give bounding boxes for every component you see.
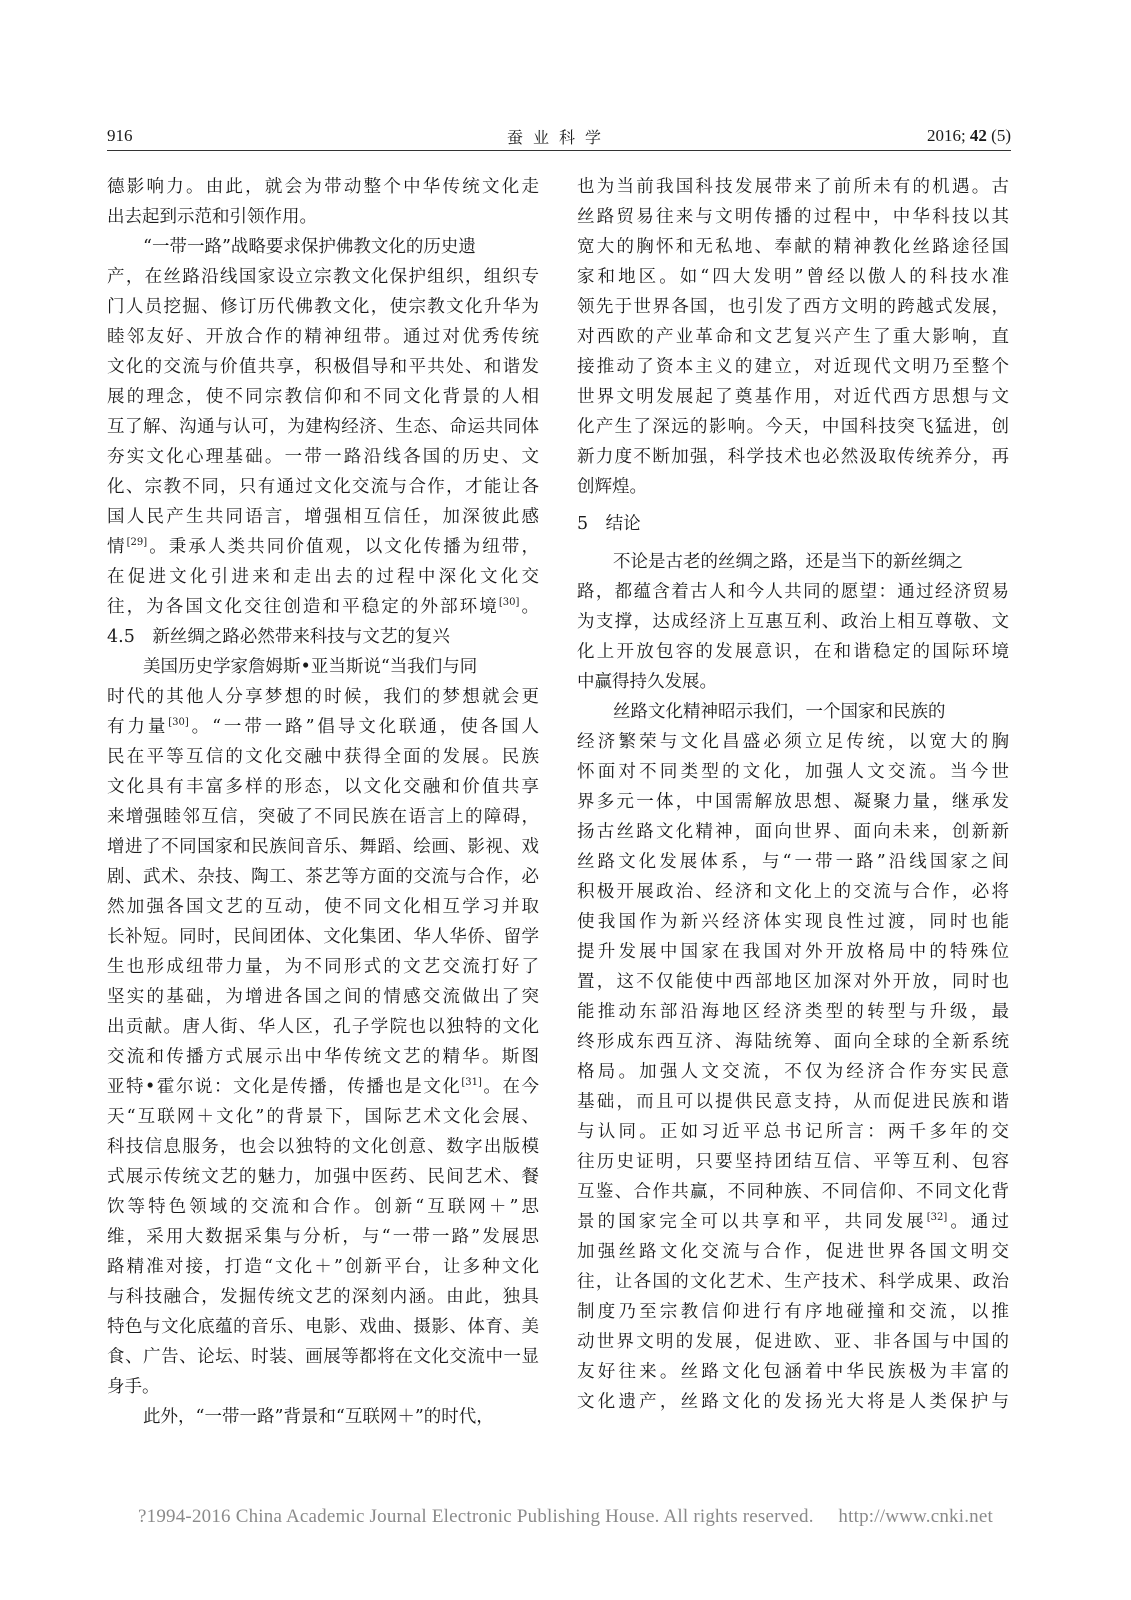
text-line: 路精准对接，打造“文化＋”创新平台，让多种文化 bbox=[107, 1257, 539, 1277]
text-line: 宽大的胸怀和无私地、奉献的精神教化丝路途径国 bbox=[577, 237, 1009, 257]
section-heading: 5 结论 bbox=[577, 514, 641, 534]
text-line: 门人员挖掘、修订历代佛教文化，使宗教文化升华为 bbox=[107, 297, 539, 317]
text-line: 在促进文化引进来和走出去的过程中深化文化交 bbox=[107, 567, 539, 587]
copyright-text: ?1994-2016 China Academic Journal Electronic Publishing House. All rights reserved. bbox=[138, 1506, 814, 1527]
text-line: 化、宗教不同，只有通过文化交流与合作，才能让各 bbox=[107, 477, 539, 497]
text-line: 文化的交流与价值共享，积极倡导和平共处、和谐发 bbox=[107, 357, 539, 377]
text-line: 交流和传播方式展示出中华传统文艺的精华。斯图 bbox=[107, 1047, 539, 1067]
text-line: 身手。 bbox=[107, 1377, 160, 1397]
text-line: 基础，而且可以提供民意支持，从而促进民族和谐 bbox=[577, 1092, 1009, 1112]
text-line: 此外，“一带一路”背景和“互联网＋”的时代， bbox=[143, 1407, 494, 1427]
text-line: 天“互联网＋文化”的背景下，国际艺术文化会展、 bbox=[107, 1107, 539, 1127]
text-line: 往，为各国文化交往创造和平稳定的外部环境[30]。 bbox=[107, 597, 539, 617]
left-column bbox=[107, 172, 539, 1432]
text-line: 互鉴、合作共赢，不同种族、不同信仰、不同文化背 bbox=[577, 1182, 1009, 1202]
text-line: 使我国作为新兴经济体实现良性过渡，同时也能 bbox=[577, 912, 1009, 932]
text-line: 食、广告、论坛、时装、画展等都将在文化交流中一显 bbox=[107, 1347, 539, 1367]
text-line: 国人民产生共同语言，增强相互信任，加深彼此感 bbox=[107, 507, 539, 527]
text-line: 路，都蕴含着古人和今人共同的愿望：通过经济贸易 bbox=[577, 582, 1009, 602]
text-line: 然加强各国文艺的互动，使不同文化相互学习并取 bbox=[107, 897, 539, 917]
text-line: 特色与文化底蕴的音乐、电影、戏曲、摄影、体育、美 bbox=[107, 1317, 539, 1337]
running-header bbox=[107, 124, 1011, 151]
text-line: 与科技融合，发掘传统文艺的深刻内涵。由此，独具 bbox=[107, 1287, 539, 1307]
text-line: 文化具有丰富多样的形态，以文化交融和价值共享 bbox=[107, 777, 539, 797]
text-line: 世界文明发展起了奠基作用，对近代西方思想与文 bbox=[577, 387, 1009, 407]
text-line: 为支撑，达成经济上互惠互利、政治上相互尊敬、文 bbox=[577, 612, 1009, 632]
text-line: 化上开放包容的发展意识，在和谐稳定的国际环境 bbox=[577, 642, 1009, 662]
text-line: 置，这不仅能使中西部地区加深对外开放，同时也 bbox=[577, 972, 1009, 992]
text-line: 生也形成纽带力量，为不同形式的文艺交流打好了 bbox=[107, 957, 539, 977]
text-line: 中赢得持久发展。 bbox=[577, 672, 717, 692]
citation-ref: [30] bbox=[498, 597, 520, 609]
citation-ref: [31] bbox=[461, 1077, 482, 1089]
text-line: 终形成东西互济、海陆统筹、面向全球的全新系统 bbox=[577, 1032, 1009, 1052]
issue-info: 2016; 42 (5) bbox=[926, 126, 1011, 145]
citation-ref: [29] bbox=[126, 537, 148, 549]
text-line: 丝路文化发展体系，与“一带一路”沿线国家之间 bbox=[577, 852, 1009, 872]
text-line: 格局。加强人文交流，不仅为经济合作夯实民意 bbox=[577, 1062, 1009, 1082]
text-line: 景的国家完全可以共享和平，共同发展[32]。通过 bbox=[577, 1212, 1009, 1232]
text-line: 往，让各国的文化艺术、生产技术、科学成果、政治 bbox=[577, 1272, 1009, 1292]
text-line: 德影响力。由此，就会为带动整个中华传统文化走 bbox=[107, 177, 539, 197]
text-line: 坚实的基础，为增进各国之间的情感交流做出了突 bbox=[107, 987, 539, 1007]
text-line: 维，采用大数据采集与分析，与“一带一路”发展思 bbox=[107, 1227, 539, 1247]
page-number: 916 bbox=[107, 126, 133, 145]
text-line: 剧、武术、杂技、陶工、茶艺等方面的交流与合作，必 bbox=[107, 867, 539, 887]
text-line: 出去起到示范和引领作用。 bbox=[107, 207, 317, 227]
text-line: 来增强睦邻互信，突破了不同民族在语言上的障碍， bbox=[107, 807, 539, 827]
text-line: 往历史证明，只要坚持团结互信、平等互利、包容 bbox=[577, 1152, 1009, 1172]
text-line: 友好往来。丝路文化包涵着中华民族极为丰富的 bbox=[577, 1362, 1009, 1382]
text-line: 互了解、沟通与认可，为建构经济、生态、命运共同体 bbox=[107, 417, 539, 437]
text-line: 新力度不断加强，科学技术也必然汲取传统养分，再 bbox=[577, 447, 1009, 467]
text-line: “一带一路”战略要求保护佛教文化的历史遗 bbox=[143, 237, 476, 257]
text-line: 界多元一体，中国需解放思想、凝聚力量，继承发 bbox=[577, 792, 1009, 812]
text-line: 领先于世界各国，也引发了西方文明的跨越式发展， bbox=[577, 297, 1009, 317]
text-line: 睦邻友好、开放合作的精神纽带。通过对优秀传统 bbox=[107, 327, 539, 347]
text-line: 加强丝路文化交流与合作，促进世界各国文明交 bbox=[577, 1242, 1009, 1262]
journal-title: 蚕业科学 bbox=[506, 128, 611, 147]
text-line: 对西欧的产业革命和文艺复兴产生了重大影响，直 bbox=[577, 327, 1009, 347]
text-line: 亚特•霍尔说：文化是传播，传播也是文化[31]。在今 bbox=[107, 1077, 539, 1097]
cnki-url: http://www.cnki.net bbox=[838, 1506, 993, 1527]
text-line: 科技信息服务，也会以独特的文化创意、数字出版模 bbox=[107, 1137, 539, 1157]
right-column bbox=[577, 172, 1009, 1417]
text-line: 饮等特色领域的交流和合作。创新“互联网＋”思 bbox=[107, 1197, 539, 1217]
text-line: 文化遗产，丝路文化的发扬光大将是人类保护与 bbox=[577, 1392, 1009, 1412]
section-heading: 4.5 新丝绸之路必然带来科技与文艺的复兴 bbox=[107, 627, 450, 647]
text-line: 丝路贸易往来与文明传播的过程中，中华科技以其 bbox=[577, 207, 1009, 227]
text-line: 经济繁荣与文化昌盛必须立足传统，以宽大的胸 bbox=[577, 732, 1009, 752]
text-line: 民在平等互信的文化交融中获得全面的发展。民族 bbox=[107, 747, 539, 767]
copyright-footer bbox=[0, 1506, 1131, 1528]
text-line: 时代的其他人分享梦想的时候，我们的梦想就会更 bbox=[107, 687, 539, 707]
text-line: 情[29]。秉承人类共同价值观，以文化传播为纽带， bbox=[107, 537, 539, 557]
citation-ref: [32] bbox=[926, 1212, 948, 1224]
text-line: 扬古丝路文化精神，面向世界、面向未来，创新新 bbox=[577, 822, 1009, 842]
text-line: 化产生了深远的影响。今天，中国科技突飞猛进，创 bbox=[577, 417, 1009, 437]
text-line: 怀面对不同类型的文化，加强人文交流。当今世 bbox=[577, 762, 1009, 782]
text-line: 长补短。同时，民间团体、文化集团、华人华侨、留学 bbox=[107, 927, 539, 947]
text-line: 积极开展政治、经济和文化上的交流与合作，必将 bbox=[577, 882, 1009, 902]
text-line: 能推动东部沿海地区经济类型的转型与升级，最 bbox=[577, 1002, 1009, 1022]
text-line: 提升发展中国家在我国对外开放格局中的特殊位 bbox=[577, 942, 1009, 962]
text-line: 家和地区。如“四大发明”曾经以傲人的科技水准 bbox=[577, 267, 1009, 287]
text-line: 不论是古老的丝绸之路，还是当下的新丝绸之 bbox=[613, 552, 963, 572]
text-line: 增进了不同国家和民族间音乐、舞蹈、绘画、影视、戏 bbox=[107, 837, 539, 857]
text-line: 产，在丝路沿线国家设立宗教文化保护组织，组织专 bbox=[107, 267, 539, 287]
text-line: 创辉煌。 bbox=[577, 477, 647, 497]
text-line: 丝路文化精神昭示我们，一个国家和民族的 bbox=[613, 702, 946, 722]
text-line: 与认同。正如习近平总书记所言：两千多年的交 bbox=[577, 1122, 1009, 1142]
volume-number: 42 bbox=[969, 126, 987, 145]
text-line: 有力量[30]。“一带一路”倡导文化联通，使各国人 bbox=[107, 717, 539, 737]
text-line: 展的理念，使不同宗教信仰和不同文化背景的人相 bbox=[107, 387, 539, 407]
text-line: 也为当前我国科技发展带来了前所未有的机遇。古 bbox=[577, 177, 1009, 197]
text-line: 制度乃至宗教信仰进行有序地碰撞和交流，以推 bbox=[577, 1302, 1009, 1322]
text-line: 夯实文化心理基础。一带一路沿线各国的历史、文 bbox=[107, 447, 539, 467]
citation-ref: [30] bbox=[168, 717, 189, 729]
text-line: 动世界文明的发展，促进欧、亚、非各国与中国的 bbox=[577, 1332, 1009, 1352]
text-line: 接推动了资本主义的建立，对近现代文明乃至整个 bbox=[577, 357, 1009, 377]
text-line: 式展示传统文艺的魅力，加强中医药、民间艺术、餐 bbox=[107, 1167, 539, 1187]
text-line: 出贡献。唐人街、华人区，孔子学院也以独特的文化 bbox=[107, 1017, 539, 1037]
text-line: 美国历史学家詹姆斯•亚当斯说“当我们与同 bbox=[143, 657, 478, 677]
